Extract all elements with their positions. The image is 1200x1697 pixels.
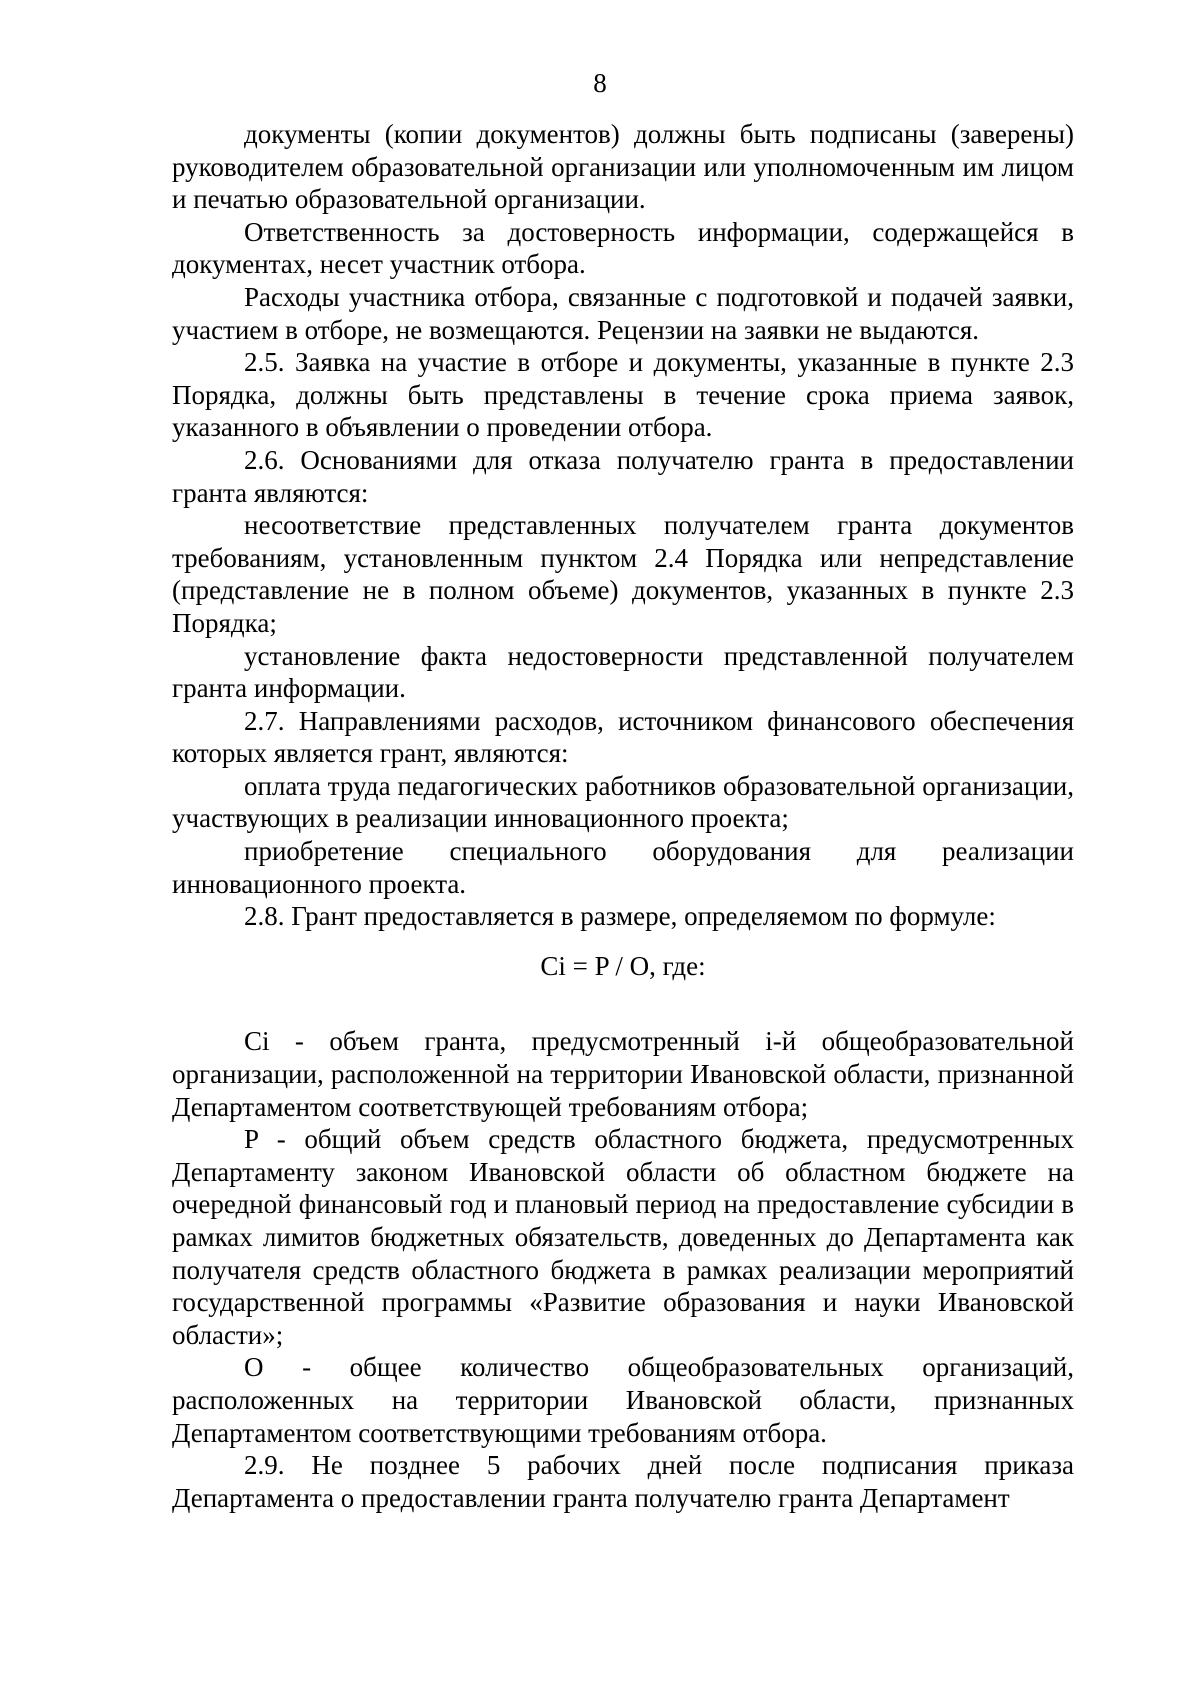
paragraph-o-definition: O - общее количество общеобразовательных организаций, расположенных на территории Ивановской области, признанных Департаментом соответствующими требованиям отбора. (172, 1352, 1074, 1448)
paragraph-expense-direction-2: приобретение специального оборудования для реализации инновационного проекта. (172, 836, 1074, 899)
paragraph-refusal-reason-1: несоответствие представленных получателем гранта документов требованиям, установленным пунктом 2.4 Порядка или непредставление (представление не в полном объеме) документов, указанных в пункте 2.3 Порядка; (172, 510, 1074, 638)
paragraph-2-9: 2.9. Не позднее 5 рабочих дней после подписания приказа Департамента о предоставлении гранта получателю гранта Департамент (172, 1450, 1074, 1513)
document-body (172, 118, 1074, 1514)
paragraph-responsibility: Ответственность за достоверность информации, содержащейся в документах, несет участник отбора. (172, 216, 1074, 280)
grant-formula: Ci = P / O, где: (540, 950, 706, 981)
paragraph-expense-direction-1: оплата труда педагогических работников образовательной организации, участвующих в реализации инновационного проекта; (172, 770, 1074, 834)
paragraph-2-7: 2.7. Направлениями расходов, источником финансового обеспечения которых является грант, являются: (172, 705, 1074, 769)
paragraph-2-5: 2.5. Заявка на участие в отборе и документы, указанные в пункте 2.3 Порядка, должны быть представлены в течение срока приема заявок, указанного в объявлении о проведении отбора. (172, 347, 1074, 443)
page-number: 8 (593, 68, 607, 98)
paragraph-expenses: Расходы участника отбора, связанные с подготовкой и подачей заявки, участием в отборе, не возмещаются. Рецензии на заявки не выдаются. (172, 281, 1074, 345)
paragraph-2-6: 2.6. Основаниями для отказа получателю гранта в предоставлении гранта являются: (172, 444, 1074, 508)
paragraph-ci-definition: Ci - объем гранта, предусмотренный i-й общеобразовательной организации, расположенной на территории Ивановской области, признанной Департаментом соответствующей требованиям отбора; (172, 1026, 1074, 1122)
paragraph-2-8: 2.8. Грант предоставляется в размере, определяемом по формуле: (244, 901, 996, 932)
paragraph-p-definition: P - общий объем средств областного бюджета, предусмотренных Департаменту законом Ивановской области об областном бюджете на очередной финансовый год и плановый период на предоставление субсидии в рамках лимитов бюджетных обязательств, доведенных до Департамента как получателя средств областного бюджета в рамках реализации мероприятий государственной программы «Развитие образования и науки Ивановской области»; (172, 1124, 1074, 1350)
paragraph-documents-signature: документы (копии документов) должны быть подписаны (заверены) руководителем образовательной организации или уполномоченным им лицом и печатью образовательной организации. (172, 119, 1074, 215)
paragraph-refusal-reason-2: установление факта недостоверности представленной получателем гранта информации. (172, 640, 1074, 704)
